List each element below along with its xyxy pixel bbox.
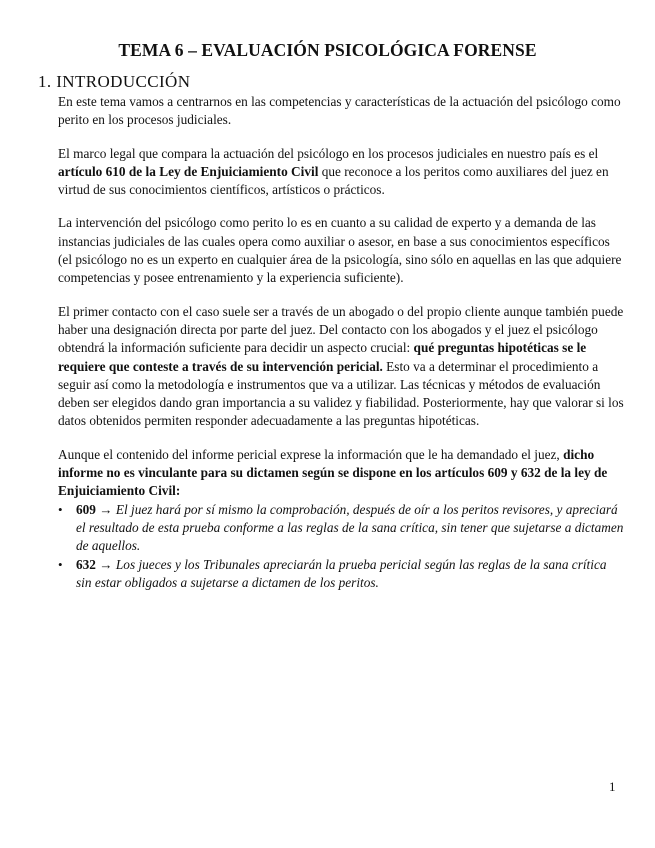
paragraph-5 xyxy=(58,446,624,501)
paragraph-4-text-end: Esto va a determinar el procedimiento a seguir así como la metodología e instrumentos que va a utilizar. Las técnicas y métodos de evaluación deben ser elegidos dando gran importancia a su validez y fiabilidad. Posteriormente, hay que valorar si los datos obtenidos permiten responder adecuadamente a las preguntas hipotéticas. xyxy=(58,358,624,429)
paragraph-1: En este tema vamos a centrarnos en las competencias y características de la actuación del psicólogo como perito en los procesos judiciales. xyxy=(58,94,621,128)
paragraph-3: La intervención del psicólogo como perito lo es en cuanto a su calidad de experto y a demanda de las instancias judiciales de las cuales opera como auxiliar o asesor, en base a sus conocimientos específicos (el psicólogo no es un experto en cualquier área de la psicología, sino sólo en aquellas en las que adquiere competencias y posee entrenamiento y la experiencia suficiente). xyxy=(58,215,622,286)
paragraph-2-text-end: que reconoce a los peritos como auxiliares del juez en virtud de sus conocimientos científicos, artísticos o prácticos. xyxy=(58,163,609,198)
arrow-right-icon: → xyxy=(99,556,113,572)
article-text: Los jueces y los Tribunales apreciarán la prueba pericial según las reglas de la sana crítica sin estar obligados a sujetarse a dictamen de los peritos. xyxy=(76,556,607,590)
paragraph-2-emphasis: artículo 610 de la Ley de Enjuiciamiento Civil xyxy=(58,163,319,179)
bullet-icon: • xyxy=(58,556,63,572)
document-title: TEMA 6 – EVALUACIÓN PSICOLÓGICA FORENSE xyxy=(118,40,537,60)
section-body xyxy=(58,93,624,592)
paragraph-4-text-start: El primer contacto con el caso suele ser a través de un abogado o del propio cliente aunque también puede haber una designación directa por parte del juez. Del contacto con los abogados y el juez el psicólogo obtendrá la información suficiente para decidir un aspecto crucial: xyxy=(58,303,624,356)
paragraph-4 xyxy=(58,303,624,431)
list-item-article-632 xyxy=(58,556,624,593)
paragraph-5-text-start: Aunque el contenido del informe pericial exprese la información que le ha demandado el juez, xyxy=(58,446,564,462)
article-number: 609 xyxy=(76,501,96,517)
articles-list xyxy=(58,501,624,592)
paragraph-4-emphasis: qué preguntas hipotéticas se le requiere que conteste a través de su intervención pericial. xyxy=(58,340,587,374)
article-number: 632 xyxy=(76,556,96,572)
paragraph-2 xyxy=(58,145,624,200)
page-number: 1 xyxy=(609,779,616,794)
section-title: INTRODUCCIÓN xyxy=(56,72,191,91)
list-item-article-609 xyxy=(58,501,624,556)
section-heading xyxy=(38,72,190,92)
paragraph-5-emphasis: dicho informe no es vinculante para su dictamen según se dispone en los artículos 609 y 632 de la ley de Enjuiciamiento Civil: xyxy=(58,446,608,499)
bullet-icon: • xyxy=(58,501,63,517)
section-number: 1. xyxy=(38,72,52,91)
arrow-right-icon: → xyxy=(99,501,113,517)
paragraph-2-text-start: El marco legal que compara la actuación del psicólogo en los procesos judiciales en nuestro país es el xyxy=(58,145,599,161)
article-text: El juez hará por sí mismo la comprobación, después de oír a los peritos revisores, y apreciará el resultado de esta prueba conforme a las reglas de la sana crítica, sin tener que sujetarse a dictamen de aquellos. xyxy=(76,501,624,554)
